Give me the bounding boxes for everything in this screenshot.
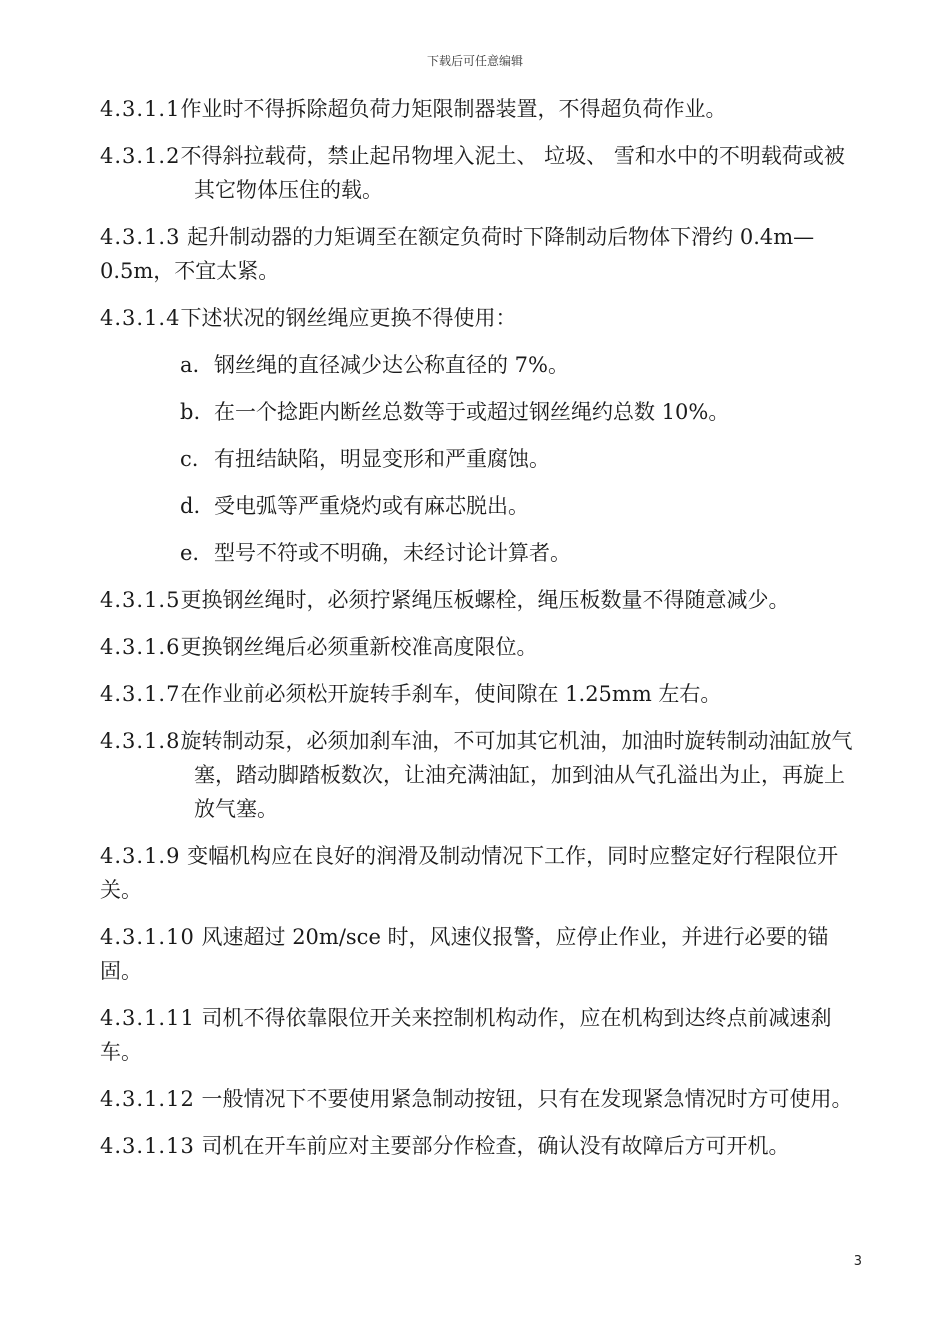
clause-number: 4.3.1.3 xyxy=(100,225,181,249)
clause-4-3-1-13 xyxy=(100,1129,865,1163)
clause-number: 4.3.1.7 xyxy=(100,682,181,706)
clause-4-3-1-10 xyxy=(100,920,865,988)
subitem-letter: b. xyxy=(180,400,201,424)
clause-4-3-1-11 xyxy=(100,1001,865,1069)
clause-text: 旋转制动泵，必须加刹车油，不可加其它机油，加油时旋转制动油缸放气塞，踏动脚踏板数次，让油充满油缸，加到油从气孔溢出为止，再旋上放气塞。 xyxy=(180,729,853,821)
page-number: 3 xyxy=(853,1254,862,1269)
subitem-text: 有扭结缺陷，明显变形和严重腐蚀。 xyxy=(214,447,550,471)
clause-4-3-1-2 xyxy=(100,139,865,207)
subitem-c xyxy=(100,442,865,476)
subitem-text: 受电弧等严重烧灼或有麻芯脱出。 xyxy=(214,494,529,518)
clause-4-3-1-4 xyxy=(100,301,865,335)
subitem-letter: a. xyxy=(180,353,200,377)
clause-4-3-1-9 xyxy=(100,839,865,907)
subitem-text: 型号不符或不明确，未经讨论计算者。 xyxy=(214,541,571,565)
subitem-b xyxy=(100,395,865,429)
clause-number: 4.3.1.4 xyxy=(100,306,181,330)
clause-number: 4.3.1.10 xyxy=(100,925,195,949)
clause-text: 不得斜拉载荷，禁止起吊物埋入泥土、 垃圾、 雪和水中的不明载荷或被其它物体压住的载。 xyxy=(180,144,845,202)
subitem-letter: e. xyxy=(180,541,200,565)
clause-text: 更换钢丝绳时，必须拧紧绳压板螺栓，绳压板数量不得随意减少。 xyxy=(180,588,790,612)
clause-text: 在作业前必须松开旋转手刹车，使间隙在 1.25mm 左右。 xyxy=(180,682,722,706)
subitem-text: 在一个捻距内断丝总数等于或超过钢丝绳约总数 10%。 xyxy=(214,400,730,424)
clause-number: 4.3.1.12 xyxy=(100,1087,195,1111)
clause-text: 作业时不得拆除超负荷力矩限制器装置，不得超负荷作业。 xyxy=(180,97,727,121)
subitem-e xyxy=(100,536,865,570)
clause-4-3-1-8 xyxy=(100,724,865,826)
subitem-a xyxy=(100,348,865,382)
subitem-letter: d. xyxy=(180,494,201,518)
clause-text: 更换钢丝绳后必须重新校准高度限位。 xyxy=(180,635,538,659)
subitem-text: 钢丝绳的直径减少达公称直径的 7%。 xyxy=(214,353,569,377)
clause-text: 风速超过 20m/sce 时，风速仪报警，应停止作业，并进行必要的锚固。 xyxy=(100,925,829,983)
clause-number: 4.3.1.5 xyxy=(100,588,181,612)
clause-number: 4.3.1.1 xyxy=(100,97,181,121)
clause-text: 司机在开车前应对主要部分作检查，确认没有故障后方可开机。 xyxy=(194,1134,790,1158)
clause-text: 变幅机构应在良好的润滑及制动情况下工作，同时应整定好行程限位开关。 xyxy=(100,844,839,902)
clause-number: 4.3.1.9 xyxy=(100,844,181,868)
document-body xyxy=(100,92,865,1176)
clause-number: 4.3.1.8 xyxy=(100,729,181,753)
clause-number: 4.3.1.2 xyxy=(100,144,181,168)
clause-number: 4.3.1.11 xyxy=(100,1006,195,1030)
clause-number: 4.3.1.13 xyxy=(100,1134,195,1158)
clause-text: 下述状况的钢丝绳应更换不得使用： xyxy=(180,306,517,330)
clause-4-3-1-12 xyxy=(100,1082,865,1116)
clause-4-3-1-3 xyxy=(100,220,865,288)
page-header: 下载后可任意编辑 xyxy=(426,54,523,68)
clause-number: 4.3.1.6 xyxy=(100,635,181,659)
clause-4-3-1-5 xyxy=(100,583,865,617)
subitem-letter: c. xyxy=(180,447,199,471)
clause-4-3-1-1 xyxy=(100,92,865,126)
clause-4-3-1-7 xyxy=(100,677,865,711)
clause-text: 一般情况下不要使用紧急制动按钮，只有在发现紧急情况时方可使用。 xyxy=(194,1087,853,1111)
clause-text: 司机不得依靠限位开关来控制机构动作，应在机构到达终点前减速刹车。 xyxy=(100,1006,832,1064)
clause-4-3-1-6 xyxy=(100,630,865,664)
clause-text: 起升制动器的力矩调至在额定负荷时下降制动后物体下滑约 0.4m—0.5m，不宜太紧。 xyxy=(100,225,815,283)
subitem-d xyxy=(100,489,865,523)
